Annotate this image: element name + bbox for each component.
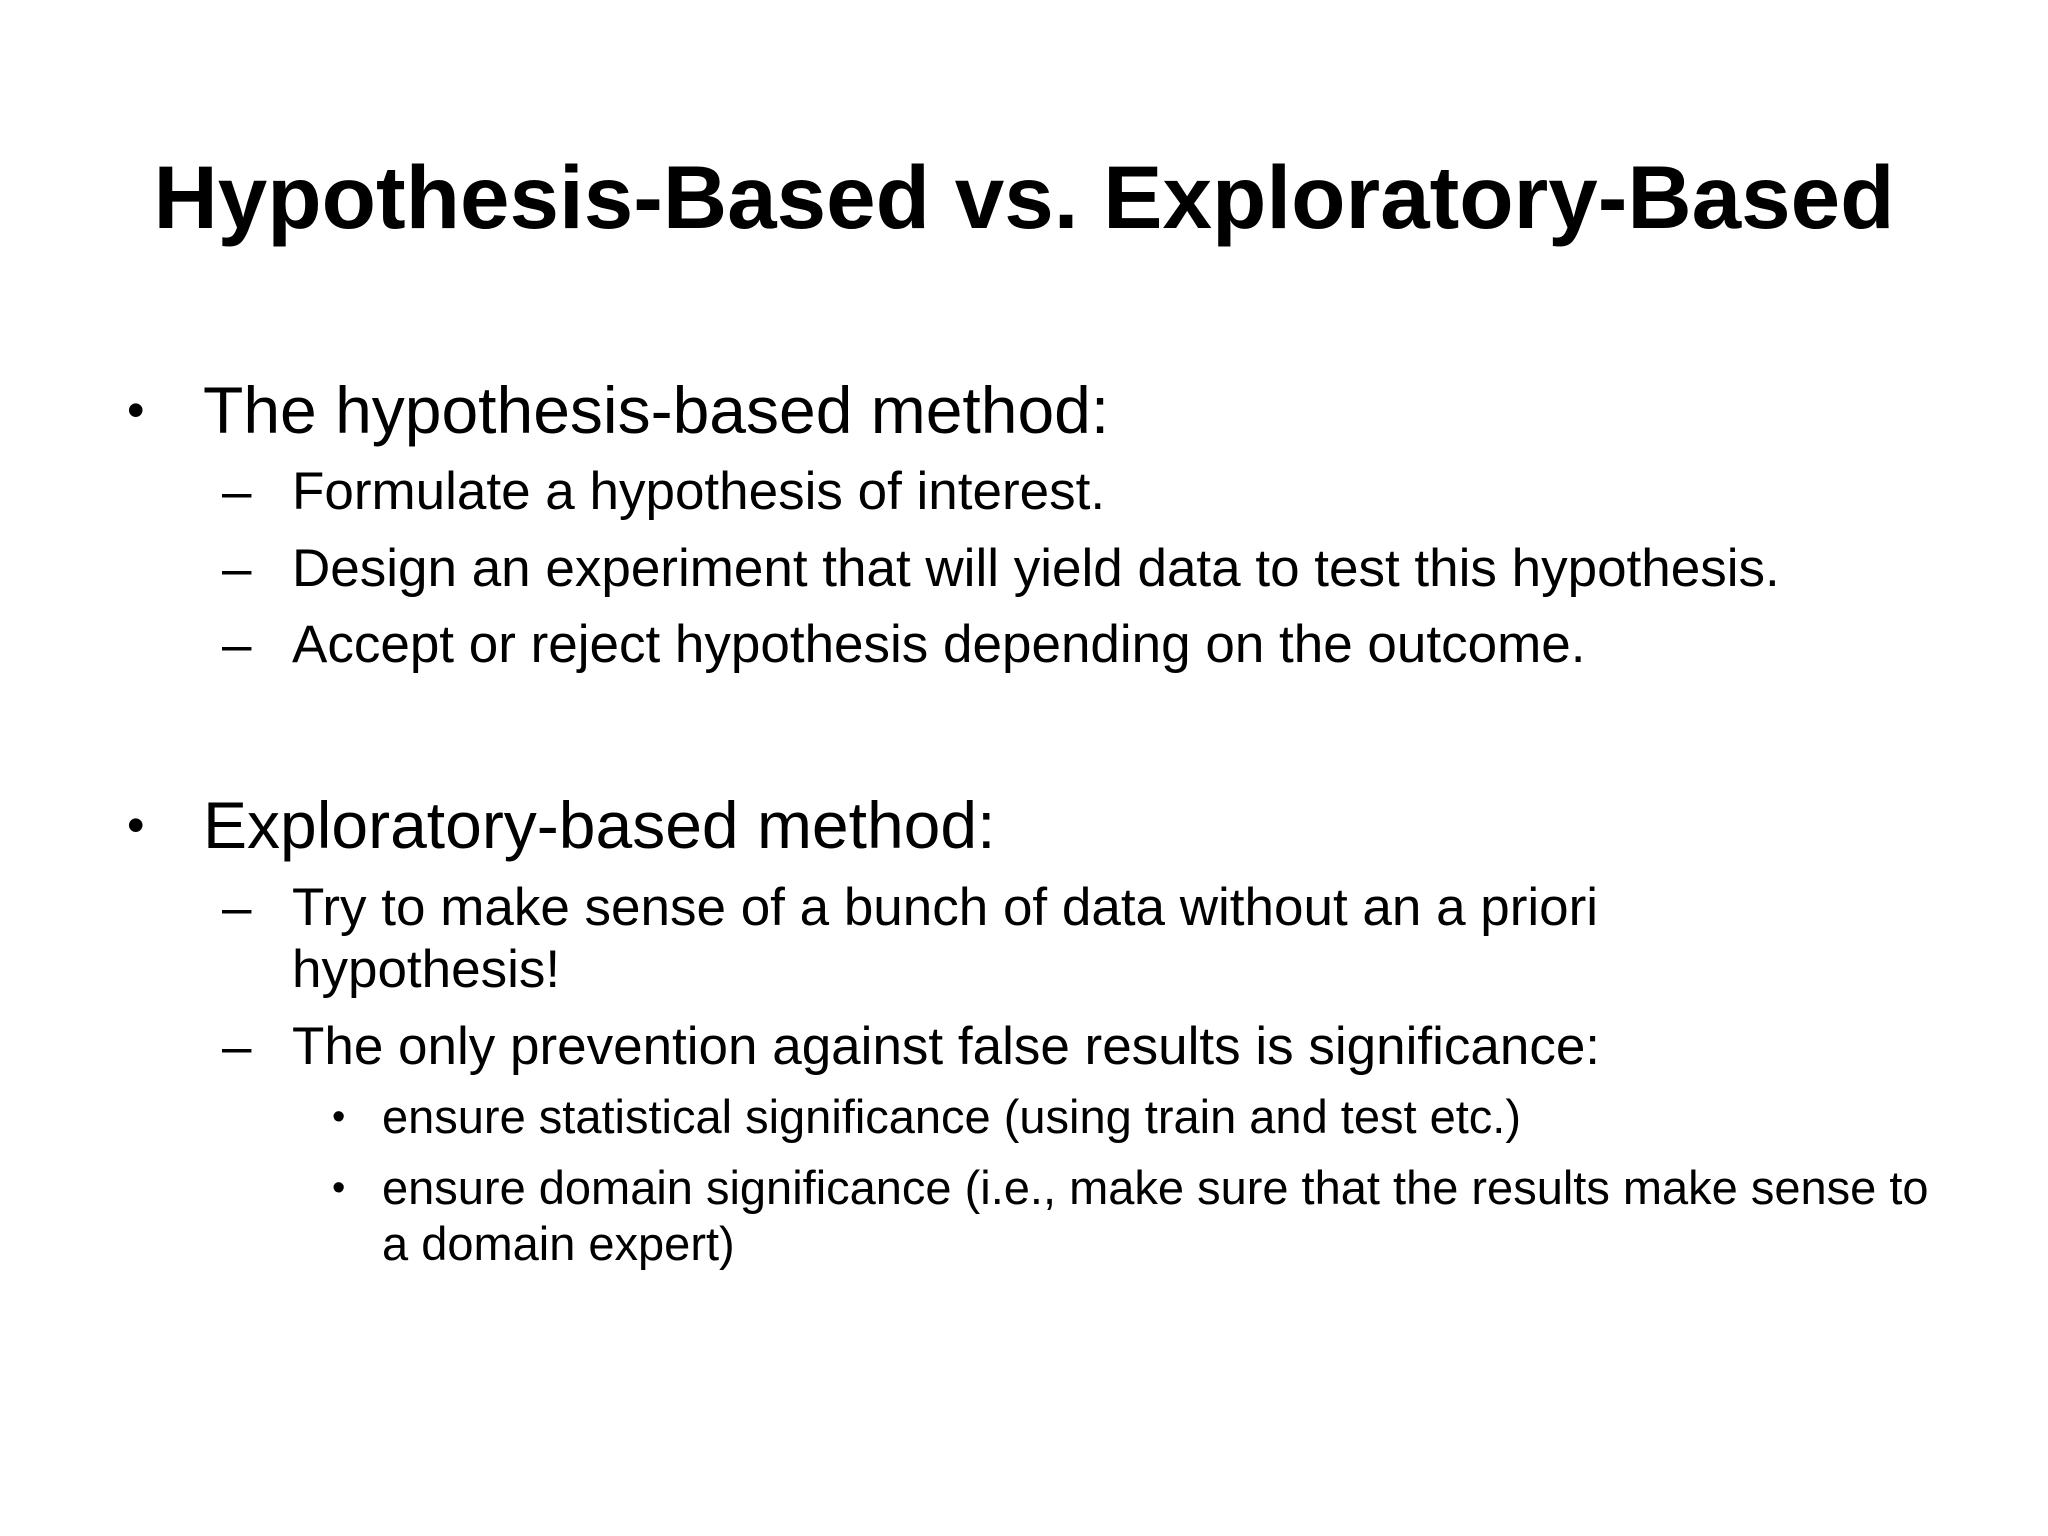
sub-bullet-text: Design an experiment that will yield data to test this hypothesis. [292,539,1780,598]
sub-bullet-text: Accept or reject hypothesis depending on the outcome. [292,615,1586,674]
sub-bullet-text: The only prevention against false results is significance: [292,1017,1601,1076]
bullet-heading: The hypothesis-based method: [203,373,1110,447]
bullet-marker: • [127,797,145,853]
dash-marker: – [222,878,252,937]
dash-marker: – [222,539,252,598]
sub-bullet-text: Formulate a hypothesis of interest. [292,462,1106,521]
sub-bullet-text: Try to make sense of a bunch of data without an a priori hypothesis! [292,878,1599,999]
dash-marker: – [222,462,252,521]
dash-marker: – [222,615,252,674]
slide-title: Hypothesis-Based vs. Exploratory-Based [153,147,1895,247]
bullet-heading: Exploratory-based method: [203,788,996,862]
sub-sub-bullet-text: ensure domain significance (i.e., make sure that the results make sense to a domain expert) [382,1161,1929,1270]
bullet-marker: • [127,382,145,438]
dash-marker: – [222,1017,252,1076]
bullet-marker: • [332,1096,346,1138]
sub-sub-bullet-text: ensure statistical significance (using train and test etc.) [382,1090,1521,1143]
bullet-marker: • [332,1167,346,1209]
